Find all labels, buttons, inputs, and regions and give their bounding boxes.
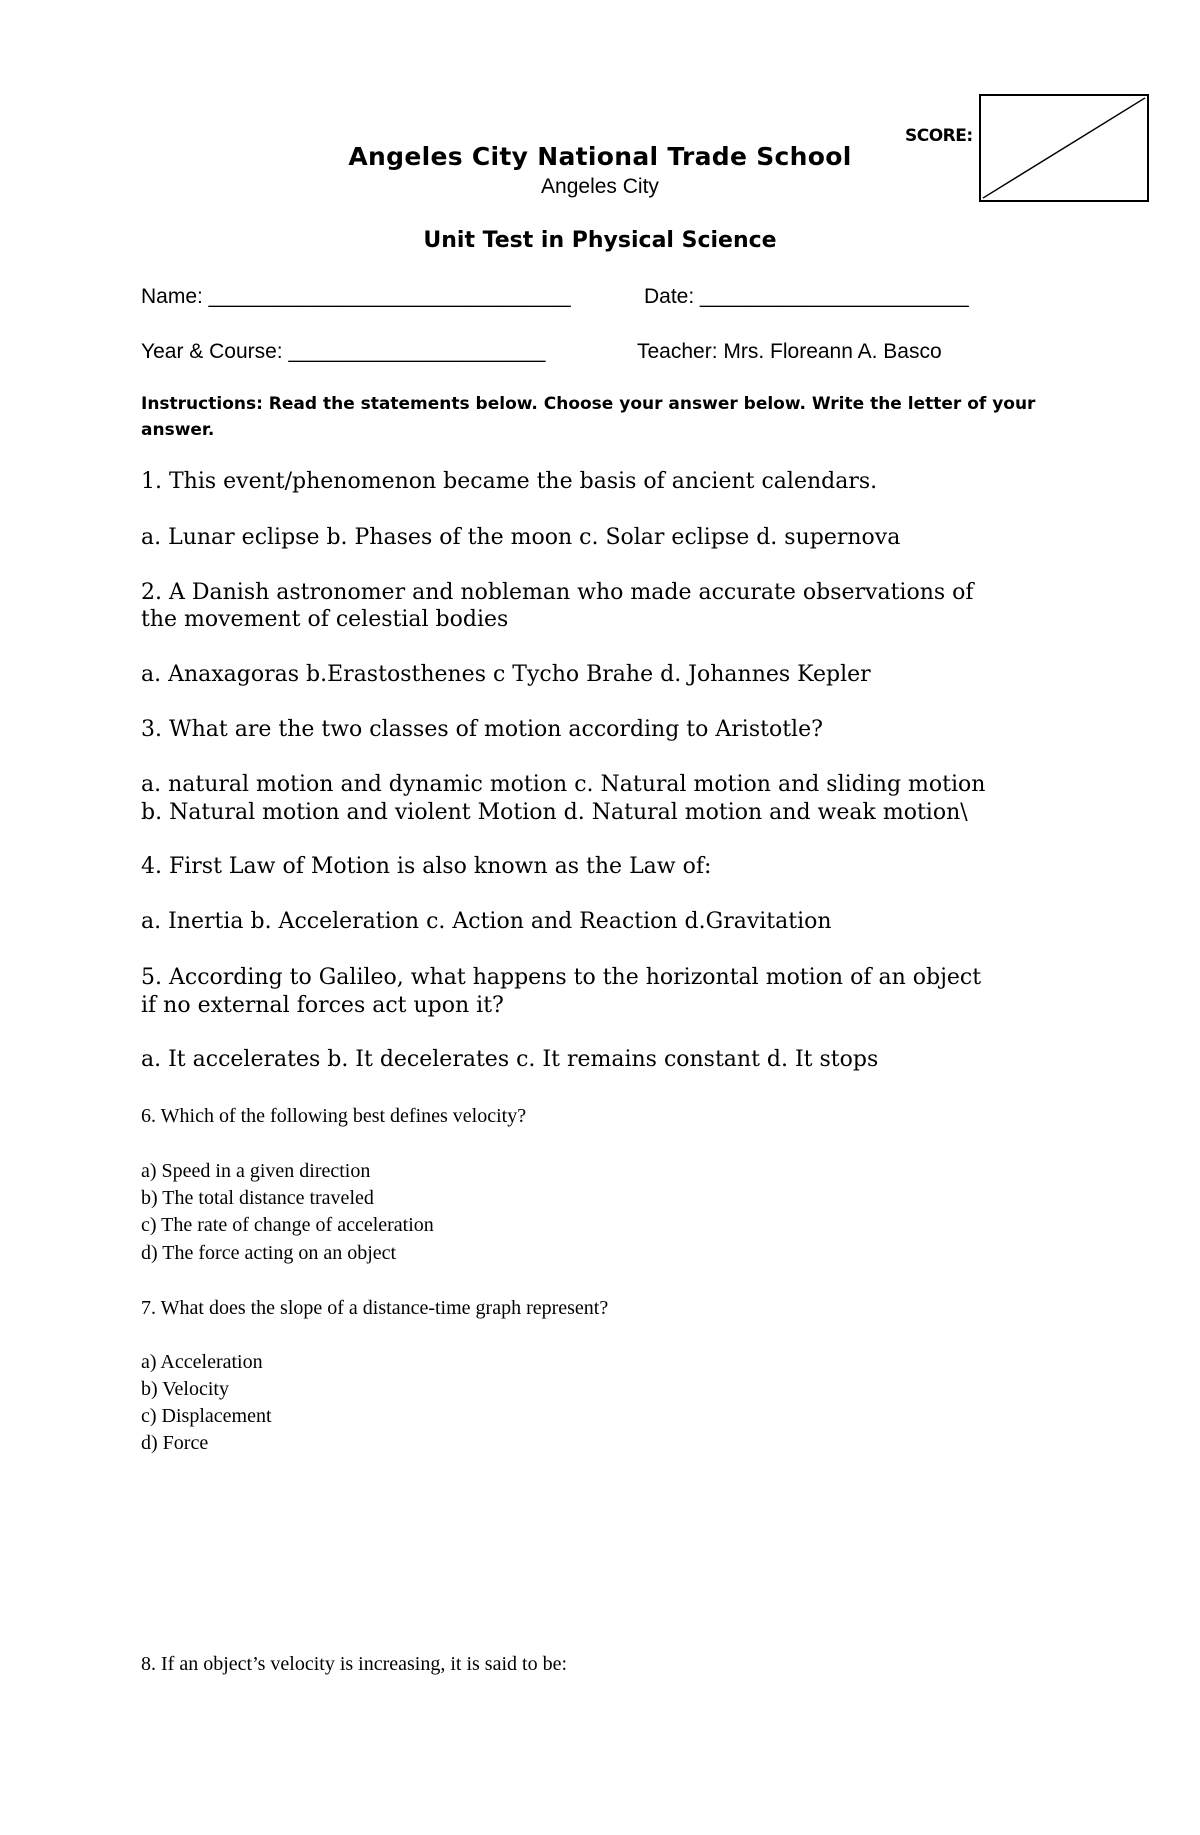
question-5-cont: if no external forces act upon it? [141,993,504,1018]
question-3-choices-a: a. natural motion and dynamic motion c. Natural motion and sliding motion [141,772,986,797]
question-7-choice-c: c) Displacement [141,1405,272,1427]
question-7-choice-a: a) Acceleration [141,1351,263,1373]
question-6-choice-a: a) Speed in a given direction [141,1160,371,1182]
instructions: Instructions: Read the statements below. Choose your answer below. Write the letter of your answer. [141,394,1036,440]
question-2: 2. A Danish astronomer and nobleman who made accurate observations of [141,580,974,605]
teacher-field: Teacher: Mrs. Floreann A. Basco [637,340,942,363]
question-4: 4. First Law of Motion is also known as the Law of: [141,854,712,879]
question-4-choices: a. Inertia b. Acceleration c. Action and Reaction d.Gravitation [141,909,832,934]
question-1-choices: a. Lunar eclipse b. Phases of the moon c. Solar eclipse d. supernova [141,525,901,550]
question-5-choices: a. It accelerates b. It decelerates c. It remains constant d. It stops [141,1047,879,1072]
name-field[interactable]: Name: _______________________________ [141,285,571,308]
score-label: SCORE: [905,126,973,146]
question-5: 5. According to Galileo, what happens to the horizontal motion of an object [141,965,982,990]
question-6: 6. Which of the following best defines velocity? [141,1105,527,1127]
question-8: 8. If an object’s velocity is increasing, it is said to be: [141,1653,568,1675]
test-title: Unit Test in Physical Science [423,228,777,253]
question-6-choice-b: b) The total distance traveled [141,1187,374,1209]
question-7-choice-d: d) Force [141,1432,209,1454]
date-field[interactable]: Date: _______________________ [644,285,969,308]
question-6-choice-c: c) The rate of change of acceleration [141,1214,434,1236]
school-city: Angeles City [541,175,659,198]
question-2-choices: a. Anaxagoras b.Erastosthenes c Tycho Brahe d. Johannes Kepler [141,662,871,687]
question-7-choice-b: b) Velocity [141,1378,229,1400]
question-3-choices-b: b. Natural motion and violent Motion d. Natural motion and weak motion\ [141,800,968,825]
question-6-choice-d: d) The force acting on an object [141,1242,397,1264]
school-name: Angeles City National Trade School [348,142,852,171]
question-7: 7. What does the slope of a distance-time graph represent? [141,1297,609,1319]
question-1: 1. This event/phenomenon became the basis of ancient calendars. [141,469,878,494]
year-course-field[interactable]: Year & Course: ______________________ [141,340,546,363]
question-2-cont: the movement of celestial bodies [141,607,509,632]
question-3: 3. What are the two classes of motion according to Aristotle? [141,717,823,742]
